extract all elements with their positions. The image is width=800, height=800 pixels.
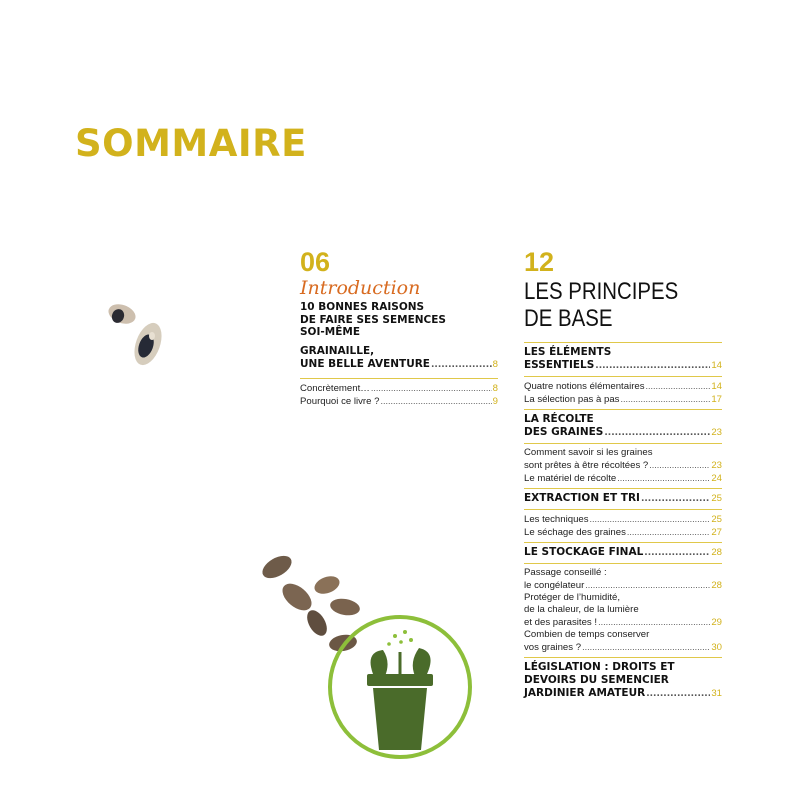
page-number: 31 <box>711 688 722 699</box>
chapter-subtitle: 10 BONNES RAISONS DE FAIRE SES SEMENCES SOI-MÊME <box>300 301 446 338</box>
toc-entry[interactable]: Le séchage des graines ..... 27 <box>524 526 722 539</box>
seedling-pot-icon <box>325 612 475 762</box>
page-number: 23 <box>711 427 722 438</box>
seed-2 <box>129 319 167 369</box>
page-number: 25 <box>711 514 722 525</box>
toc-entry[interactable]: Les techniques ..... 25 <box>524 513 722 526</box>
page-number: 9 <box>492 395 498 407</box>
seed-4 <box>278 578 317 615</box>
toc-section[interactable]: EXTRACTION ET TRI ..... 25 <box>524 492 722 506</box>
chapter-script-title: Introduction <box>300 277 421 299</box>
page-number: 27 <box>711 527 722 538</box>
seed-5 <box>312 573 342 597</box>
toc-entry[interactable]: Le matériel de récolte ..... 24 <box>524 472 722 485</box>
page-number: 29 <box>711 617 722 628</box>
toc-entry[interactable]: Passage conseillé : le congélateur ..... 28 <box>524 567 722 592</box>
page-number: 28 <box>711 547 722 558</box>
page-number: 17 <box>711 394 722 405</box>
seed-photo <box>100 296 180 376</box>
toc-column-principes <box>524 248 722 701</box>
toc-entry[interactable]: Combien de temps conserver vos graines ? ..... 30 <box>524 629 722 654</box>
page-number: 14 <box>711 360 722 371</box>
toc-entry[interactable]: Protéger de l’humidité, de la chaleur, de la lumière et des parasites ! ..... 29 <box>524 592 722 629</box>
toc-entry[interactable]: Quatre notions élémentaires ..... 14 <box>524 380 722 393</box>
seed-3 <box>259 551 296 583</box>
page-number: 8 <box>492 382 498 394</box>
toc-entry[interactable]: Comment savoir si les graines sont prêtes à être récoltées ? ..... 23 <box>524 447 722 472</box>
page-number: 23 <box>711 460 722 471</box>
toc-entry[interactable]: La sélection pas à pas ..... 17 <box>524 393 722 406</box>
page-number: 25 <box>711 493 722 504</box>
chapter-number: 12 <box>524 247 555 277</box>
page-number: 8 <box>492 358 498 370</box>
toc-section[interactable]: LES ÉLÉMENTS ESSENTIELS ..... 14 <box>524 346 722 373</box>
toc-section[interactable]: LA RÉCOLTE DES GRAINES ..... 23 <box>524 413 722 440</box>
toc-entry[interactable]: Pourquoi ce livre ? ..... 9 <box>300 395 498 408</box>
toc-entry[interactable]: Concrètement… ..... 8 <box>300 382 498 395</box>
toc-section[interactable]: GRAINAILLE, UNE BELLE AVENTURE ..... 8 <box>300 345 498 372</box>
chapter-title: LES PRINCIPES DE BASE <box>524 278 679 332</box>
page-number: 30 <box>711 642 722 653</box>
seed-1 <box>106 301 138 327</box>
page-number: 28 <box>711 580 722 591</box>
chapter-number: 06 <box>300 247 331 277</box>
page-title: SOMMAIRE <box>75 122 307 165</box>
toc-column-introduction <box>300 248 498 408</box>
page-number: 14 <box>711 381 722 392</box>
page-number: 24 <box>711 473 722 484</box>
toc-section[interactable]: LÉGISLATION : DROITS ET DEVOIRS DU SEMENCIER JARDINIER AMATEUR ..... 31 <box>524 661 722 701</box>
toc-section[interactable]: LE STOCKAGE FINAL ..... 28 <box>524 546 722 560</box>
